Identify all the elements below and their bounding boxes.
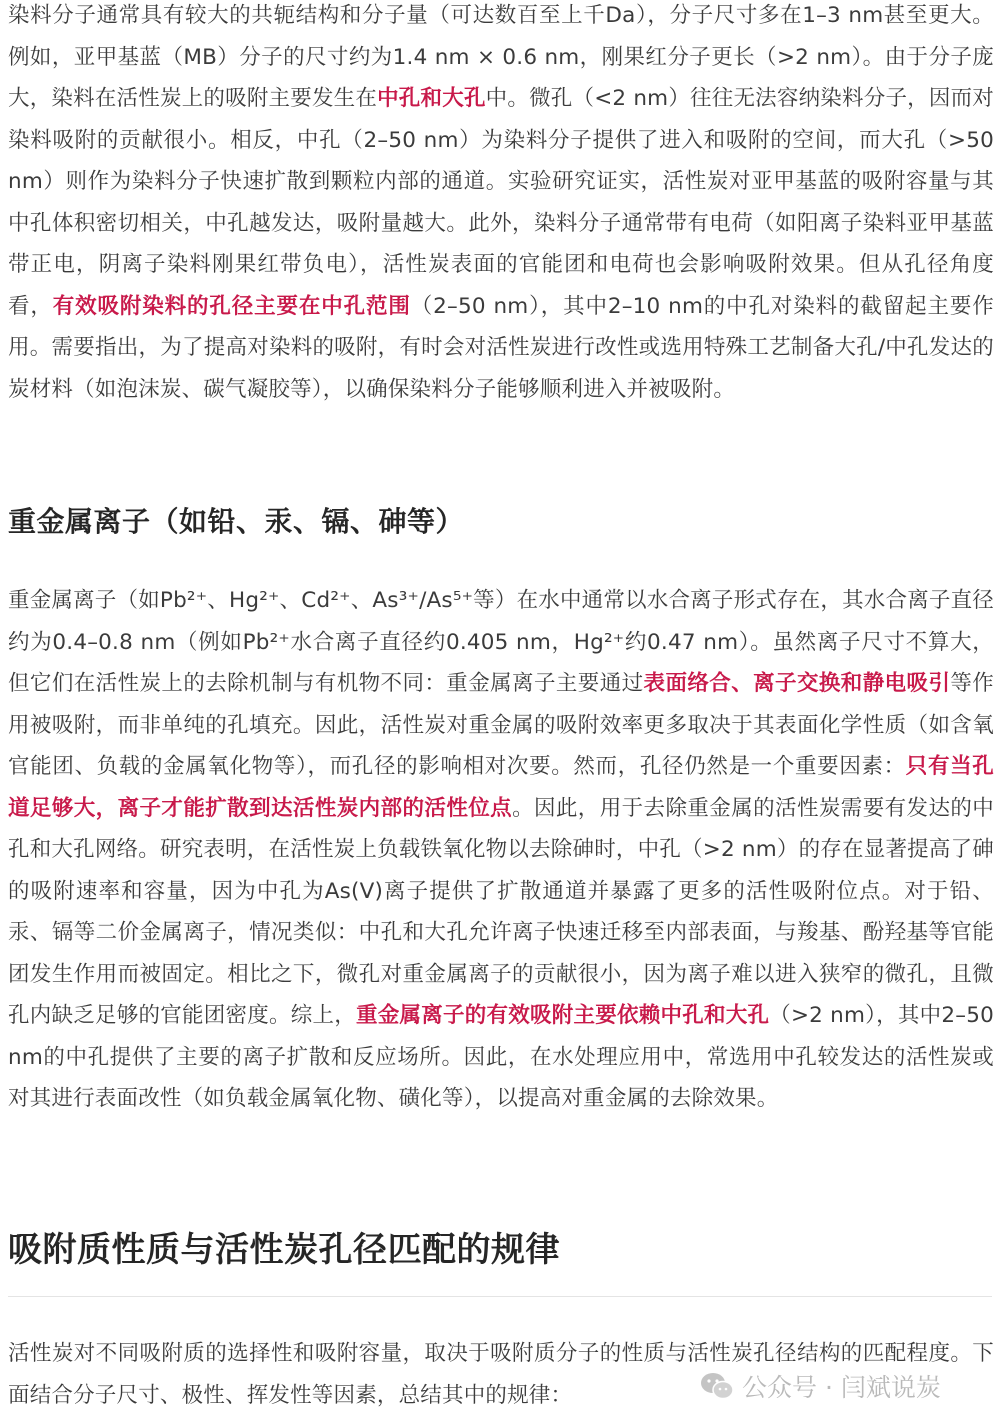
matching-paragraph: 活性炭对不同吸附质的选择性和吸附容量，取决于吸附质分子的性质与活性炭孔径结构的匹配程度。下面结合分子尺寸、极性、挥发性等因素，总结其中的规律：: [8, 1341, 994, 1408]
highlight-text: 表面络合、离子交换和静电吸引: [643, 671, 951, 696]
watermark-text: 公众号 · 闫斌说炭: [742, 1373, 941, 1402]
heavy-metal-heading: 重金属离子（如铅、汞、镉、砷等）: [8, 505, 465, 538]
highlight-text: 重金属离子的有效吸附主要依赖中孔和大孔: [355, 1003, 770, 1028]
body-text: 。因此，用于去除重金属的活性炭需要有发达的中孔和大孔网络。研究表明，在活性炭上负载铁氧化物以去除砷时，中孔（>2 nm）的存在显著提高了砷的吸附速率和容量，因为中孔为As(V)离子提供了扩散通道并暴露了更多的活性吸附位点。对于铅、汞、镉等二价金属离子，情况类似：中孔和大孔允许离子快速迁移至内部表面，与羧基、酚羟基等官能团发生作用而被固定。相比之下，微孔对重金属离子的贡献很小，因为离子难以进入狭窄的微孔，且微孔内缺乏足够的官能团密度。综上，: [8, 795, 994, 1028]
wechat-icon: [700, 1371, 734, 1401]
section-divider: [8, 1296, 992, 1297]
matching-heading: 吸附质性质与活性炭孔径匹配的规律: [8, 1230, 560, 1270]
body-text: （>2 nm），其中2–50 nm的中孔提供了主要的离子扩散和反应场所。因此，在水处理应用中，常选用中孔较发达的活性炭或对其进行表面改性（如负载金属氧化物、磺化等），以提高对重金属的去除效果。: [8, 1003, 994, 1111]
body-text: 中。微孔（<2 nm）往往无法容纳染料分子，因而对染料吸附的贡献很小。相反，中孔（2–50 nm）为染料分子提供了进入和吸附的空间，而大孔（>50 nm）则作为染料分子快速扩散到颗粒内部的通道。实验研究证实，活性炭对亚甲基蓝的吸附容量与其中孔体积密切相关，中孔越发达，吸附量越大。此外，染料分子通常带有电荷（如阳离子染料亚甲基蓝带正电，阴离子染料刚果红带负电），活性炭表面的官能团和电荷也会影响吸附效果。但从孔径角度看，: [8, 86, 994, 319]
body-text: 重金属离子（如Pb²⁺、Hg²⁺、Cd²⁺、As³⁺/As⁵⁺等）在水中通常以水合离子形式存在，其水合离子直径约为0.4–0.8 nm（例如Pb²⁺水合离子直径约0.405 nm，Hg²⁺约0.47 nm）。虽然离子尺寸不算大，但它们在活性炭上的去除机制与有机物不同：重金属离子主要通过: [8, 588, 994, 696]
watermark: [696, 1366, 945, 1406]
body-text: （2–50 nm），其中2–10 nm的中孔对染料的截留起主要作用。需要指出，为了提高对染料的吸附，有时会对活性炭进行改性或选用特殊工艺制备大孔/中孔发达的炭材料（如泡沫炭、碳气凝胶等），以确保染料分子能够顺利进入并被吸附。: [8, 293, 995, 402]
highlight-text: 有效吸附染料的孔径主要在中孔范围: [52, 293, 411, 319]
heavy-metal-paragraph: [8, 580, 994, 1120]
highlight-text: 中孔和大孔: [377, 86, 486, 111]
body-text: 染料分子通常具有较大的共轭结构和分子量（可达数百至上千Da），分子尺寸多在1–3 nm甚至更大。例如，亚甲基蓝（MB）分子的尺寸约为1.4 nm × 0.6 nm，刚果红分子更长（>2 nm）。由于分子庞大，染料在活性炭上的吸附主要发生在: [8, 3, 994, 111]
intro-paragraph: [8, 0, 994, 410]
highlight-text: 只有当孔道足够大，离子才能扩散到达活性炭内部的活性位点: [8, 754, 994, 821]
body-text: 等作用被吸附，而非单纯的孔填充。因此，活性炭对重金属的吸附效率更多取决于其表面化学性质（如含氧官能团、负载的金属氧化物等），而孔径的影响相对次要。然而，孔径仍然是一个重要因素：: [8, 671, 994, 779]
